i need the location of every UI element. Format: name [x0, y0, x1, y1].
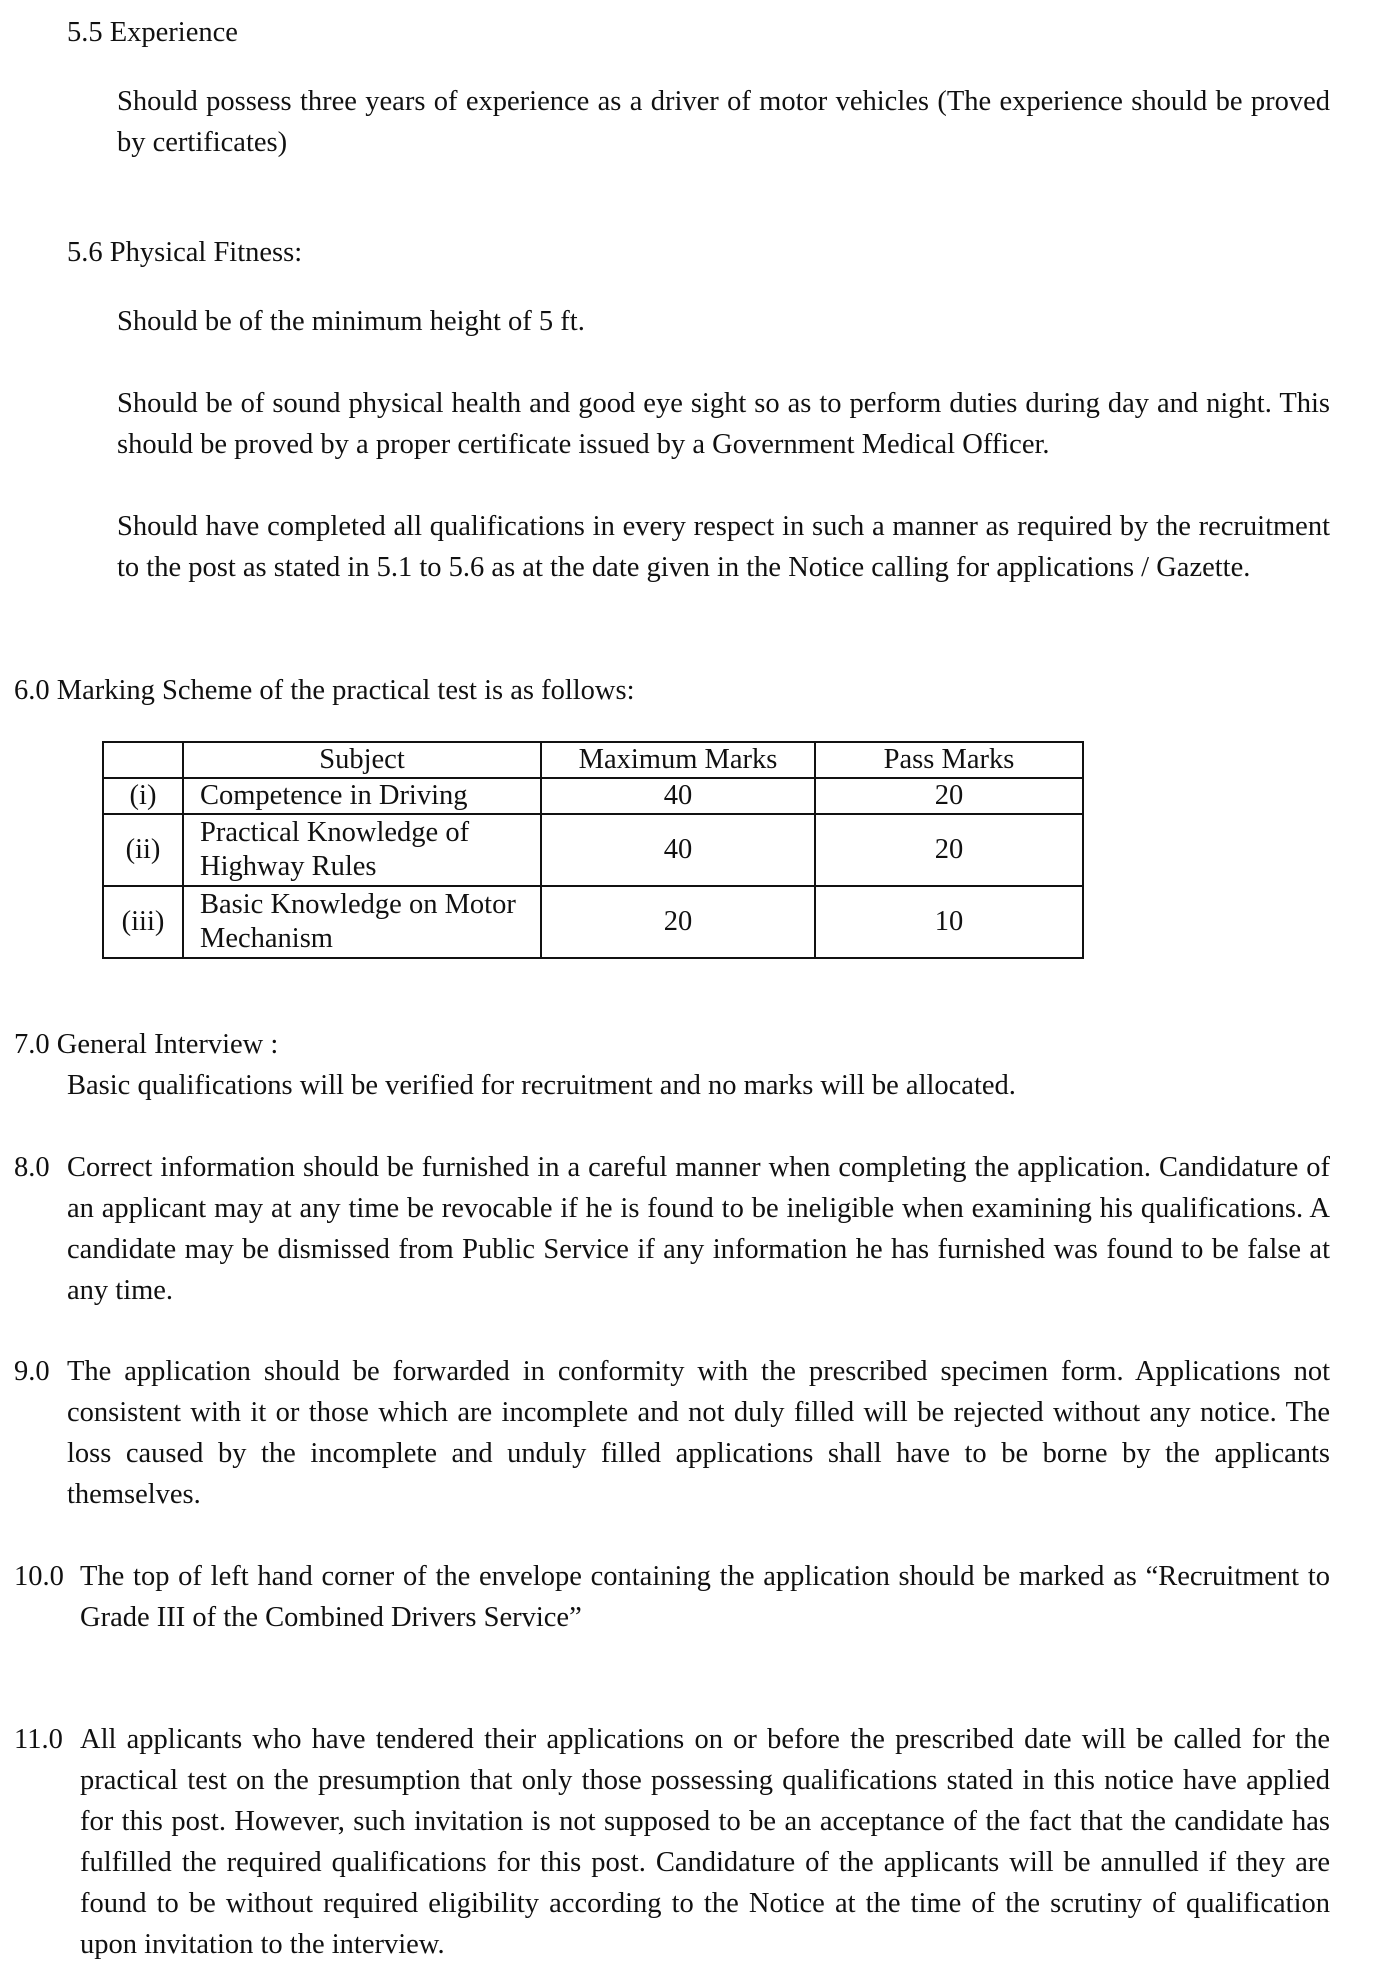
section-7-0-heading: 7.0 General Interview : — [14, 1029, 279, 1060]
section-10-0-body: The top of left hand corner of the envelope containing the application should be marked as “Recruitment to Grade III of the Combined Drivers Service” — [80, 1561, 1330, 1633]
row-pass-marks: 20 — [815, 814, 1083, 886]
section-7-0-body: Basic qualifications will be verified for recruitment and no marks will be allocated. — [67, 1070, 1016, 1101]
section-11-0-body: All applicants who have tendered their applications on or before the prescribed date will be called for the practical test on the presumption that only those possessing qualifications stated in this notice have applied for this post. However, such invitation is not supposed to be an acceptance of the fact that the candidate has fulfilled the required qualifications for this post. Candidature of the applicants will be annulled if they are found to be without required eligibility according to the Notice at the time of the scrutiny of qualification upon invitation to the interview. — [80, 1724, 1330, 1960]
section-6-0-heading: 6.0 Marking Scheme of the practical test is as follows: — [14, 675, 635, 706]
marking-scheme-table — [102, 741, 1084, 959]
table-header-pass-marks: Pass Marks — [815, 742, 1083, 778]
table-header-row — [103, 742, 1083, 778]
row-pass-marks: 10 — [815, 886, 1083, 958]
section-5-6-paragraph-1: Should be of the minimum height of 5 ft. — [117, 306, 585, 337]
row-maximum-marks: 20 — [541, 886, 815, 958]
section-5-6-heading: 5.6 Physical Fitness: — [67, 237, 303, 268]
table-row — [103, 778, 1083, 814]
table-header-maximum-marks: Maximum Marks — [541, 742, 815, 778]
row-maximum-marks: 40 — [541, 778, 815, 814]
row-number: (iii) — [103, 886, 183, 958]
table-header-number — [103, 742, 183, 778]
row-number: (i) — [103, 778, 183, 814]
row-subject: Basic Knowledge on Motor Mechanism — [183, 886, 541, 958]
section-5-5-heading: 5.5 Experience — [67, 17, 238, 48]
section-8-0-body: Correct information should be furnished in a careful manner when completing the application. Candidature of an applicant may at any time be revocable if he is found to be ineligible when examining his qualifications. A candidate may be dismissed from Public Service if any information he has furnished was found to be false at any time. — [67, 1152, 1330, 1306]
section-5-6-paragraph-3: Should have completed all qualifications in every respect in such a manner as required by the recruitment to the post as stated in 5.1 to 5.6 as at the date given in the Notice calling for applications / Gazette. — [117, 511, 1330, 583]
section-11-0-number: 11.0 — [14, 1724, 63, 1755]
section-9-0-number: 9.0 — [14, 1356, 50, 1387]
section-10-0-number: 10.0 — [14, 1561, 64, 1592]
row-maximum-marks: 40 — [541, 814, 815, 886]
row-number: (ii) — [103, 814, 183, 886]
section-5-5-body: Should possess three years of experience as a driver of motor vehicles (The experience should be proved by certificates) — [117, 86, 1330, 158]
table-row — [103, 886, 1083, 958]
section-8-0-number: 8.0 — [14, 1152, 50, 1183]
row-subject: Practical Knowledge of Highway Rules — [183, 814, 541, 886]
section-5-6-paragraph-2: Should be of sound physical health and good eye sight so as to perform duties during day and night. This should be proved by a proper certificate issued by a Government Medical Officer. — [117, 388, 1330, 460]
row-subject: Competence in Driving — [183, 778, 541, 814]
row-pass-marks: 20 — [815, 778, 1083, 814]
table-row — [103, 814, 1083, 886]
section-9-0-body: The application should be forwarded in conformity with the prescribed specimen form. Applications not consistent with it or those which are incomplete and not duly filled will be rejected without any notice. The loss caused by the incomplete and unduly filled applications shall have to be borne by the applicants themselves. — [67, 1356, 1330, 1510]
table-header-subject: Subject — [183, 742, 541, 778]
